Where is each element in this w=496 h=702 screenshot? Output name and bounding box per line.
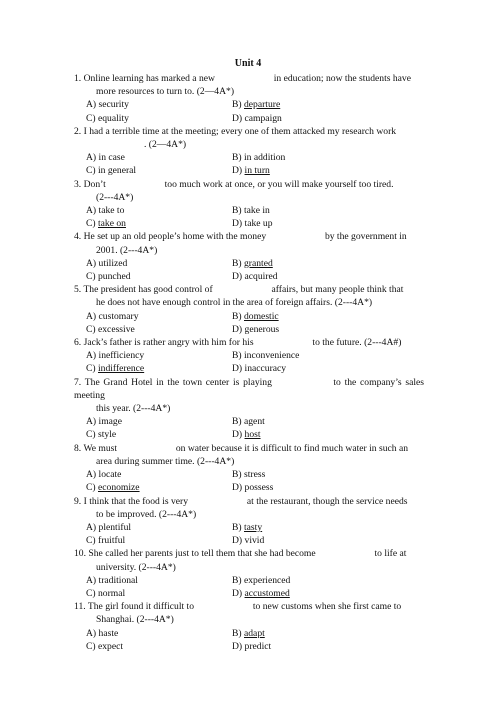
option-letter: A) xyxy=(86,310,99,322)
answer-options xyxy=(74,468,424,494)
option-word: normal xyxy=(98,587,126,599)
answer-option xyxy=(86,521,232,534)
question-stem-start: We must xyxy=(83,442,118,454)
option-word: inaccuracy xyxy=(244,363,287,375)
question-item xyxy=(74,376,424,442)
question-stem-start: She called her parents just to tell them that she had become xyxy=(88,548,316,560)
option-word: customary xyxy=(98,310,139,322)
question-item xyxy=(74,178,424,231)
answer-option xyxy=(232,587,382,600)
option-word: security xyxy=(98,99,129,111)
option-letter: D) xyxy=(232,429,245,441)
answer-option xyxy=(232,270,382,283)
answer-option xyxy=(232,98,382,111)
question-continuation-text: he does not have enough control in the area of foreign affairs. (2---4A*) xyxy=(96,297,373,309)
answer-option xyxy=(86,151,232,164)
option-letter: C) xyxy=(86,429,98,441)
question-stem-start: He set up an old people’s home with the money xyxy=(83,231,267,243)
option-letter: B) xyxy=(232,257,244,269)
option-letter: D) xyxy=(232,587,245,599)
answer-option xyxy=(86,415,232,428)
question-stem-end: to the future. (2---4A#) xyxy=(312,337,402,349)
option-word: style xyxy=(98,429,117,441)
option-letter: D) xyxy=(232,640,245,652)
option-word: equality xyxy=(98,112,129,124)
answer-option xyxy=(86,587,232,600)
question-continuation-text: . (2—4A*) xyxy=(144,139,187,151)
question-stem-end: at the restaurant, though the service needs xyxy=(246,495,408,507)
option-letter: A) xyxy=(86,521,99,533)
answer-option xyxy=(232,521,382,534)
question-continuation xyxy=(74,613,424,626)
option-word: expect xyxy=(98,640,124,652)
question-text xyxy=(74,125,424,138)
question-text xyxy=(74,72,424,85)
question-text xyxy=(74,178,424,191)
answer-option xyxy=(232,362,382,375)
answer-options xyxy=(74,349,424,375)
option-word: inefficiency xyxy=(98,350,145,362)
question-item xyxy=(74,336,424,376)
question-stem-start: The Grand Hotel in the town center is playing xyxy=(84,376,272,388)
option-letter: C) xyxy=(86,482,98,494)
question-continuation xyxy=(74,191,424,204)
answer-option xyxy=(86,323,232,336)
question-item xyxy=(74,600,424,653)
question-stem-end: to new customs when she first came to xyxy=(252,601,402,613)
question-continuation xyxy=(74,138,424,151)
answer-option xyxy=(232,323,382,336)
answer-option xyxy=(232,310,382,323)
option-letter: A) xyxy=(86,627,99,639)
answer-option xyxy=(86,574,232,587)
option-letter: A) xyxy=(86,350,99,362)
question-text xyxy=(74,495,424,508)
question-text xyxy=(74,547,424,560)
answer-option xyxy=(232,204,382,217)
question-number: 2. xyxy=(74,125,82,137)
answer-option xyxy=(86,349,232,362)
question-stem-end: in education; now the students have xyxy=(273,73,411,84)
question-stem-start: Jack’s father is rather angry with him for his xyxy=(83,337,254,349)
option-letter: C) xyxy=(86,218,98,230)
answer-options xyxy=(74,521,424,547)
option-letter: A) xyxy=(86,469,99,481)
answer-option xyxy=(232,640,382,653)
question-stem-start: Online learning has marked a new xyxy=(83,73,215,84)
option-letter: A) xyxy=(86,416,99,428)
answer-options xyxy=(74,310,424,336)
option-word: in general xyxy=(98,165,137,177)
question-stem-start: I had a terrible time at the meeting; every one of them attacked my research work xyxy=(83,125,397,137)
question-continuation-text: Shanghai. (2---4A*) xyxy=(96,614,174,626)
answer-option xyxy=(86,270,232,283)
option-word: departure xyxy=(244,99,281,111)
question-number: 9. xyxy=(74,495,82,507)
answer-option xyxy=(86,310,232,323)
option-letter: C) xyxy=(86,165,98,177)
question-number: 6. xyxy=(74,337,82,349)
option-word: fruitful xyxy=(98,535,126,547)
question-number: 11. xyxy=(74,601,86,613)
option-word: campaign xyxy=(244,112,282,124)
question-stem-start: The president has good control of xyxy=(83,284,213,296)
option-letter: A) xyxy=(86,99,99,111)
option-letter: D) xyxy=(232,363,245,375)
option-word: excessive xyxy=(98,323,135,335)
answer-option xyxy=(232,468,382,481)
answer-options xyxy=(74,98,424,124)
question-item xyxy=(74,72,424,125)
option-word: possess xyxy=(244,482,274,494)
option-letter: D) xyxy=(232,271,245,283)
option-letter: C) xyxy=(86,323,98,335)
answer-option xyxy=(232,151,382,164)
answer-option xyxy=(232,112,382,125)
option-letter: B) xyxy=(232,350,244,362)
question-continuation-text: this year. (2---4A*) xyxy=(96,403,171,415)
question-item xyxy=(74,547,424,600)
question-continuation-text: university. (2---4A*) xyxy=(96,561,176,573)
option-word: acquired xyxy=(244,271,278,283)
answer-option xyxy=(86,640,232,653)
answer-option xyxy=(232,257,382,270)
answer-options xyxy=(74,204,424,230)
option-letter: B) xyxy=(232,310,244,322)
answer-option xyxy=(86,362,232,375)
answer-option xyxy=(86,534,232,547)
question-text xyxy=(74,336,424,349)
option-word: accustomed xyxy=(244,587,290,599)
answer-options xyxy=(74,574,424,600)
option-letter: A) xyxy=(86,257,99,269)
option-word: stress xyxy=(244,469,266,481)
question-continuation xyxy=(74,296,424,309)
option-word: in addition xyxy=(244,152,286,164)
option-word: punched xyxy=(98,271,131,283)
option-letter: D) xyxy=(232,482,245,494)
answer-options xyxy=(74,151,424,177)
answer-option xyxy=(232,428,382,441)
question-continuation-text: 2001. (2---4A*) xyxy=(96,244,158,256)
question-stem-end: on water because it is difficult to find much water in such an xyxy=(175,442,408,454)
answer-option xyxy=(232,574,382,587)
option-letter: C) xyxy=(86,112,98,124)
question-continuation xyxy=(74,244,424,257)
option-letter: A) xyxy=(86,205,99,217)
question-continuation xyxy=(74,85,424,98)
option-letter: D) xyxy=(232,535,245,547)
answer-option xyxy=(86,257,232,270)
option-word: adapt xyxy=(244,627,265,639)
question-continuation-text: area during summer time. (2---4A*) xyxy=(96,455,235,467)
question-stem-end: affairs, but many people think that xyxy=(271,284,404,296)
question-stem-start: Don’t xyxy=(83,178,106,190)
option-word: indifference xyxy=(98,363,145,375)
option-word: economize xyxy=(98,482,140,494)
question-stem-end: to the company’s sales meeting xyxy=(74,376,425,401)
question-number: 8. xyxy=(74,442,82,454)
unit-title: Unit 4 xyxy=(234,58,262,69)
option-word: host xyxy=(244,429,261,441)
option-word: in case xyxy=(98,152,125,164)
question-number: 7. xyxy=(74,376,82,388)
option-word: haste xyxy=(98,627,119,639)
question-continuation xyxy=(74,455,424,468)
question-continuation-text: more resources to turn to. (2—4A*) xyxy=(96,86,235,98)
answer-options xyxy=(74,627,424,653)
option-letter: D) xyxy=(232,218,245,230)
option-word: domestic xyxy=(244,310,279,322)
question-stem-start: The girl found it difficult to xyxy=(87,601,195,613)
option-word: experienced xyxy=(244,574,291,586)
option-word: take in xyxy=(244,205,270,217)
answer-option xyxy=(232,164,382,177)
question-stem-end: to life at xyxy=(374,548,407,560)
answer-option xyxy=(86,428,232,441)
option-word: take to xyxy=(98,205,125,217)
question-text xyxy=(74,442,424,455)
question-continuation xyxy=(74,402,424,415)
answer-option xyxy=(232,627,382,640)
option-letter: D) xyxy=(232,112,245,124)
option-word: take up xyxy=(244,218,273,230)
option-letter: D) xyxy=(232,323,245,335)
question-text xyxy=(74,283,424,296)
option-letter: D) xyxy=(232,165,245,177)
option-letter: A) xyxy=(86,152,99,164)
option-word: tasty xyxy=(244,521,263,533)
answer-option xyxy=(86,481,232,494)
question-continuation xyxy=(74,508,424,521)
option-letter: C) xyxy=(86,587,98,599)
question-text xyxy=(74,600,424,613)
option-word: vivid xyxy=(244,535,265,547)
option-word: image xyxy=(98,416,122,428)
answer-option xyxy=(232,534,382,547)
answer-option xyxy=(86,204,232,217)
question-stem-end: too much work at once, or you will make yourself too tired. xyxy=(164,178,394,190)
option-word: granted xyxy=(244,257,273,269)
question-item xyxy=(74,442,424,495)
question-continuation-text: (2---4A*) xyxy=(96,191,134,203)
option-word: locate xyxy=(98,469,122,481)
option-word: traditional xyxy=(98,574,138,586)
option-word: agent xyxy=(244,416,265,428)
answer-options xyxy=(74,415,424,441)
option-letter: C) xyxy=(86,363,98,375)
question-item xyxy=(74,230,424,283)
answer-option xyxy=(86,112,232,125)
option-letter: B) xyxy=(232,205,244,217)
question-number: 1. xyxy=(74,73,82,84)
option-letter: A) xyxy=(86,574,99,586)
answer-option xyxy=(86,217,232,230)
option-letter: B) xyxy=(232,574,244,586)
answer-option xyxy=(232,415,382,428)
option-word: inconvenience xyxy=(244,350,300,362)
question-stem-start: I think that the food is very xyxy=(83,495,189,507)
option-word: in turn xyxy=(244,165,270,177)
answer-option xyxy=(232,481,382,494)
option-letter: C) xyxy=(86,640,98,652)
answer-option xyxy=(232,349,382,362)
answer-option xyxy=(86,98,232,111)
option-word: utilized xyxy=(98,257,128,269)
option-word: plentiful xyxy=(98,521,132,533)
question-continuation-text: to be improved. (2---4A*) xyxy=(96,508,197,520)
answer-option xyxy=(86,164,232,177)
question-continuation xyxy=(74,561,424,574)
question-list xyxy=(74,72,424,653)
answer-options xyxy=(74,257,424,283)
question-item xyxy=(74,283,424,336)
option-letter: B) xyxy=(232,99,244,111)
option-letter: B) xyxy=(232,521,244,533)
answer-option xyxy=(86,627,232,640)
question-text xyxy=(74,376,424,402)
option-word: generous xyxy=(244,323,280,335)
answer-option xyxy=(86,468,232,481)
question-item xyxy=(74,125,424,178)
question-number: 10. xyxy=(74,548,86,560)
option-letter: B) xyxy=(232,469,244,481)
question-number: 3. xyxy=(74,178,82,190)
question-item xyxy=(74,495,424,548)
question-number: 5. xyxy=(74,284,82,296)
option-letter: B) xyxy=(232,627,244,639)
option-letter: C) xyxy=(86,535,98,547)
option-letter: B) xyxy=(232,416,244,428)
option-letter: C) xyxy=(86,271,98,283)
question-text xyxy=(74,230,424,243)
option-word: predict xyxy=(244,640,272,652)
question-stem-end: by the government in xyxy=(324,231,407,243)
option-letter: B) xyxy=(232,152,244,164)
answer-option xyxy=(232,217,382,230)
option-word: take on xyxy=(98,218,126,230)
question-number: 4. xyxy=(74,231,82,243)
